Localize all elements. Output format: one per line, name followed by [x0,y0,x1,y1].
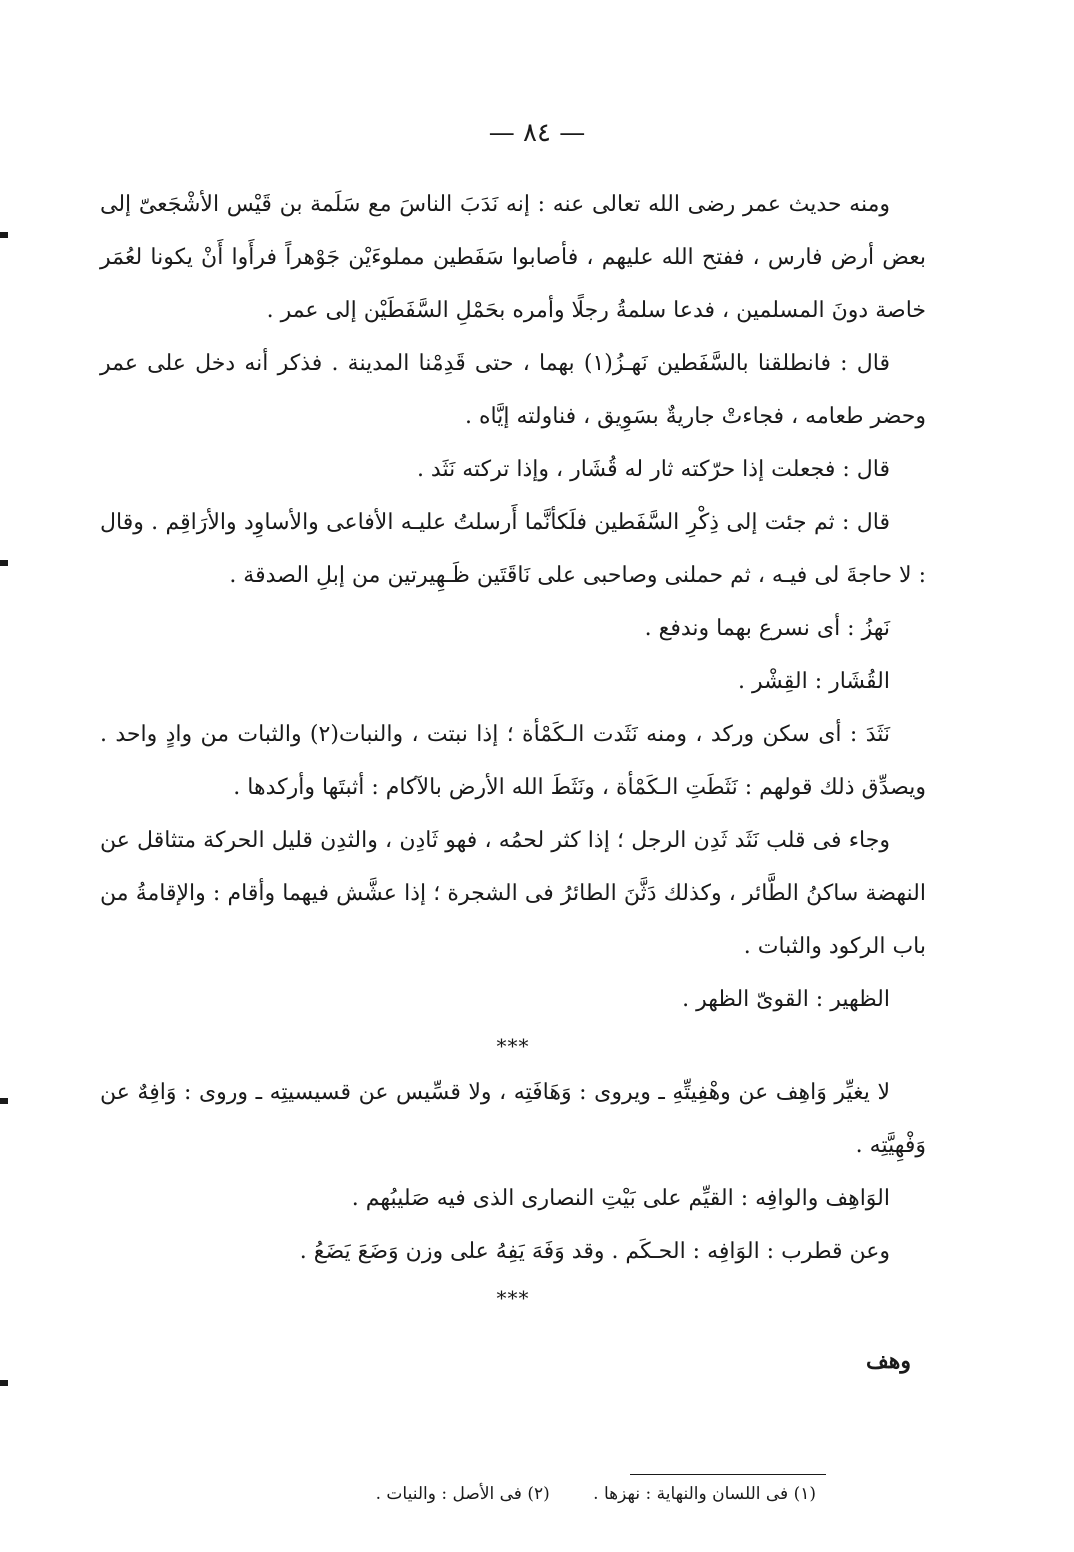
footnote-rule [630,1474,826,1475]
paragraph: قال : فانطلقنا بالسَّفَطين نَهـزُ(١) بهما ، حتى قَدِمْنا المدينة . فذكر أنه دخل على عمر وحضر طعامه ، فجاءتْ جاريةٌ بسَوِيق ، فناولته إيَّاه . [100,351,926,429]
footnotes [376,1484,816,1504]
page-number: — ٨٤ — [488,118,586,148]
paragraph: وجاء فى قلب نَثَد ثَدِن الرجل ؛ إذا كثر لحمُه ، فهو ثَادِن ، والثدِن قليل الحركة متثاقل عن النهضة ساكنُ الطَّائر ، وكذلك دَثَّنَ الطائرُ فى الشجرة ؛ إذا عشَّش فيهما وأقام : والإقامةُ من باب الركود والثبات . [100,828,926,959]
definition-line: الظهير : القوىّ الظهر . [682,987,890,1012]
paragraph: نَثَدَ : أى سكن وركد ، ومنه نَثَدت الـكَمْأة ؛ إذا نبتت ، والنبات(٢) والثبات من وادٍ واحد . ويصدِّق ذلك قولهم : نَثَطَتِ الـكَمْأة ، ونَثَطَ الله الأرض بالآكام : أثبتَها وأركدها . [100,722,926,800]
paragraph: قال : ثم جئت إلى ذِكْرِ السَّفَطين فلَكأنَّما أَرسلتُ عليـه الأفاعى والأساوِد والأرَاقِم . وقال : لا حاجةَ لى فيـه ، ثم حملنى وصاحبى على نَاقَتَين ظَـهِيرتين من إبلِ الصدقة . [100,510,926,588]
definition-line: وعن قطرب : الوَافِه : الحـكَم . وقد وَفَهَ يَفِهُ على وزن وَضَعَ يَضَعُ . [299,1239,890,1264]
footnote: (١) فى اللسان والنهاية : نهزها . [593,1484,816,1504]
paragraph: قال : فجعلت إذا حرّكته ثار له قُشَار ، وإذا تركته نَثَد . [416,457,890,482]
scan-edge-mark [0,1098,8,1104]
main-text-block [100,178,926,1318]
section-separator: *** [496,1286,530,1310]
paragraph: ومنه حديث عمر رضى الله تعالى عنه : إنه نَدَبَ الناسَ مع سَلَمة بن قَيْس الأشْجَعىّ إلى بعض أرض فارس ، ففتح الله عليهم ، فأصابوا سَفَطين مملوءَيْن جَوْهراً فرأَوا أَنْ يكونا لعُمَر خاصة دونَ المسلمين ، فدعا سلمةُ رجلًا وأمره بحَمْلِ السَّفَطَيْن إلى عمر . [100,192,926,323]
definition-line: الوَاهِف والوافِه : القيِّم على بَيْتِ النصارى الذى فيه صَليبُهم . [351,1186,890,1211]
scan-edge-mark [0,1380,8,1386]
margin-root-label: وهف [866,1348,911,1374]
definition-line: نَهزُ : أى نسرع بهما وندفع . [644,616,890,641]
scan-edge-mark [0,560,8,566]
scan-edge-mark [0,232,8,238]
footnote: (٢) فى الأصل : والنيات . [375,1484,550,1504]
definition-line: القُشَار : القِشْر . [738,669,890,694]
paragraph: لا يغيِّر وَاهِف عن وهْفِيتِّهِ ـ ويروى : وَهَافَتِه ، ولا قسِّيس عن قسيسيتِه ـ وروى : وَافِهٌ عن وَفْهِيَّتِه . [100,1080,926,1158]
section-separator: *** [496,1034,530,1058]
